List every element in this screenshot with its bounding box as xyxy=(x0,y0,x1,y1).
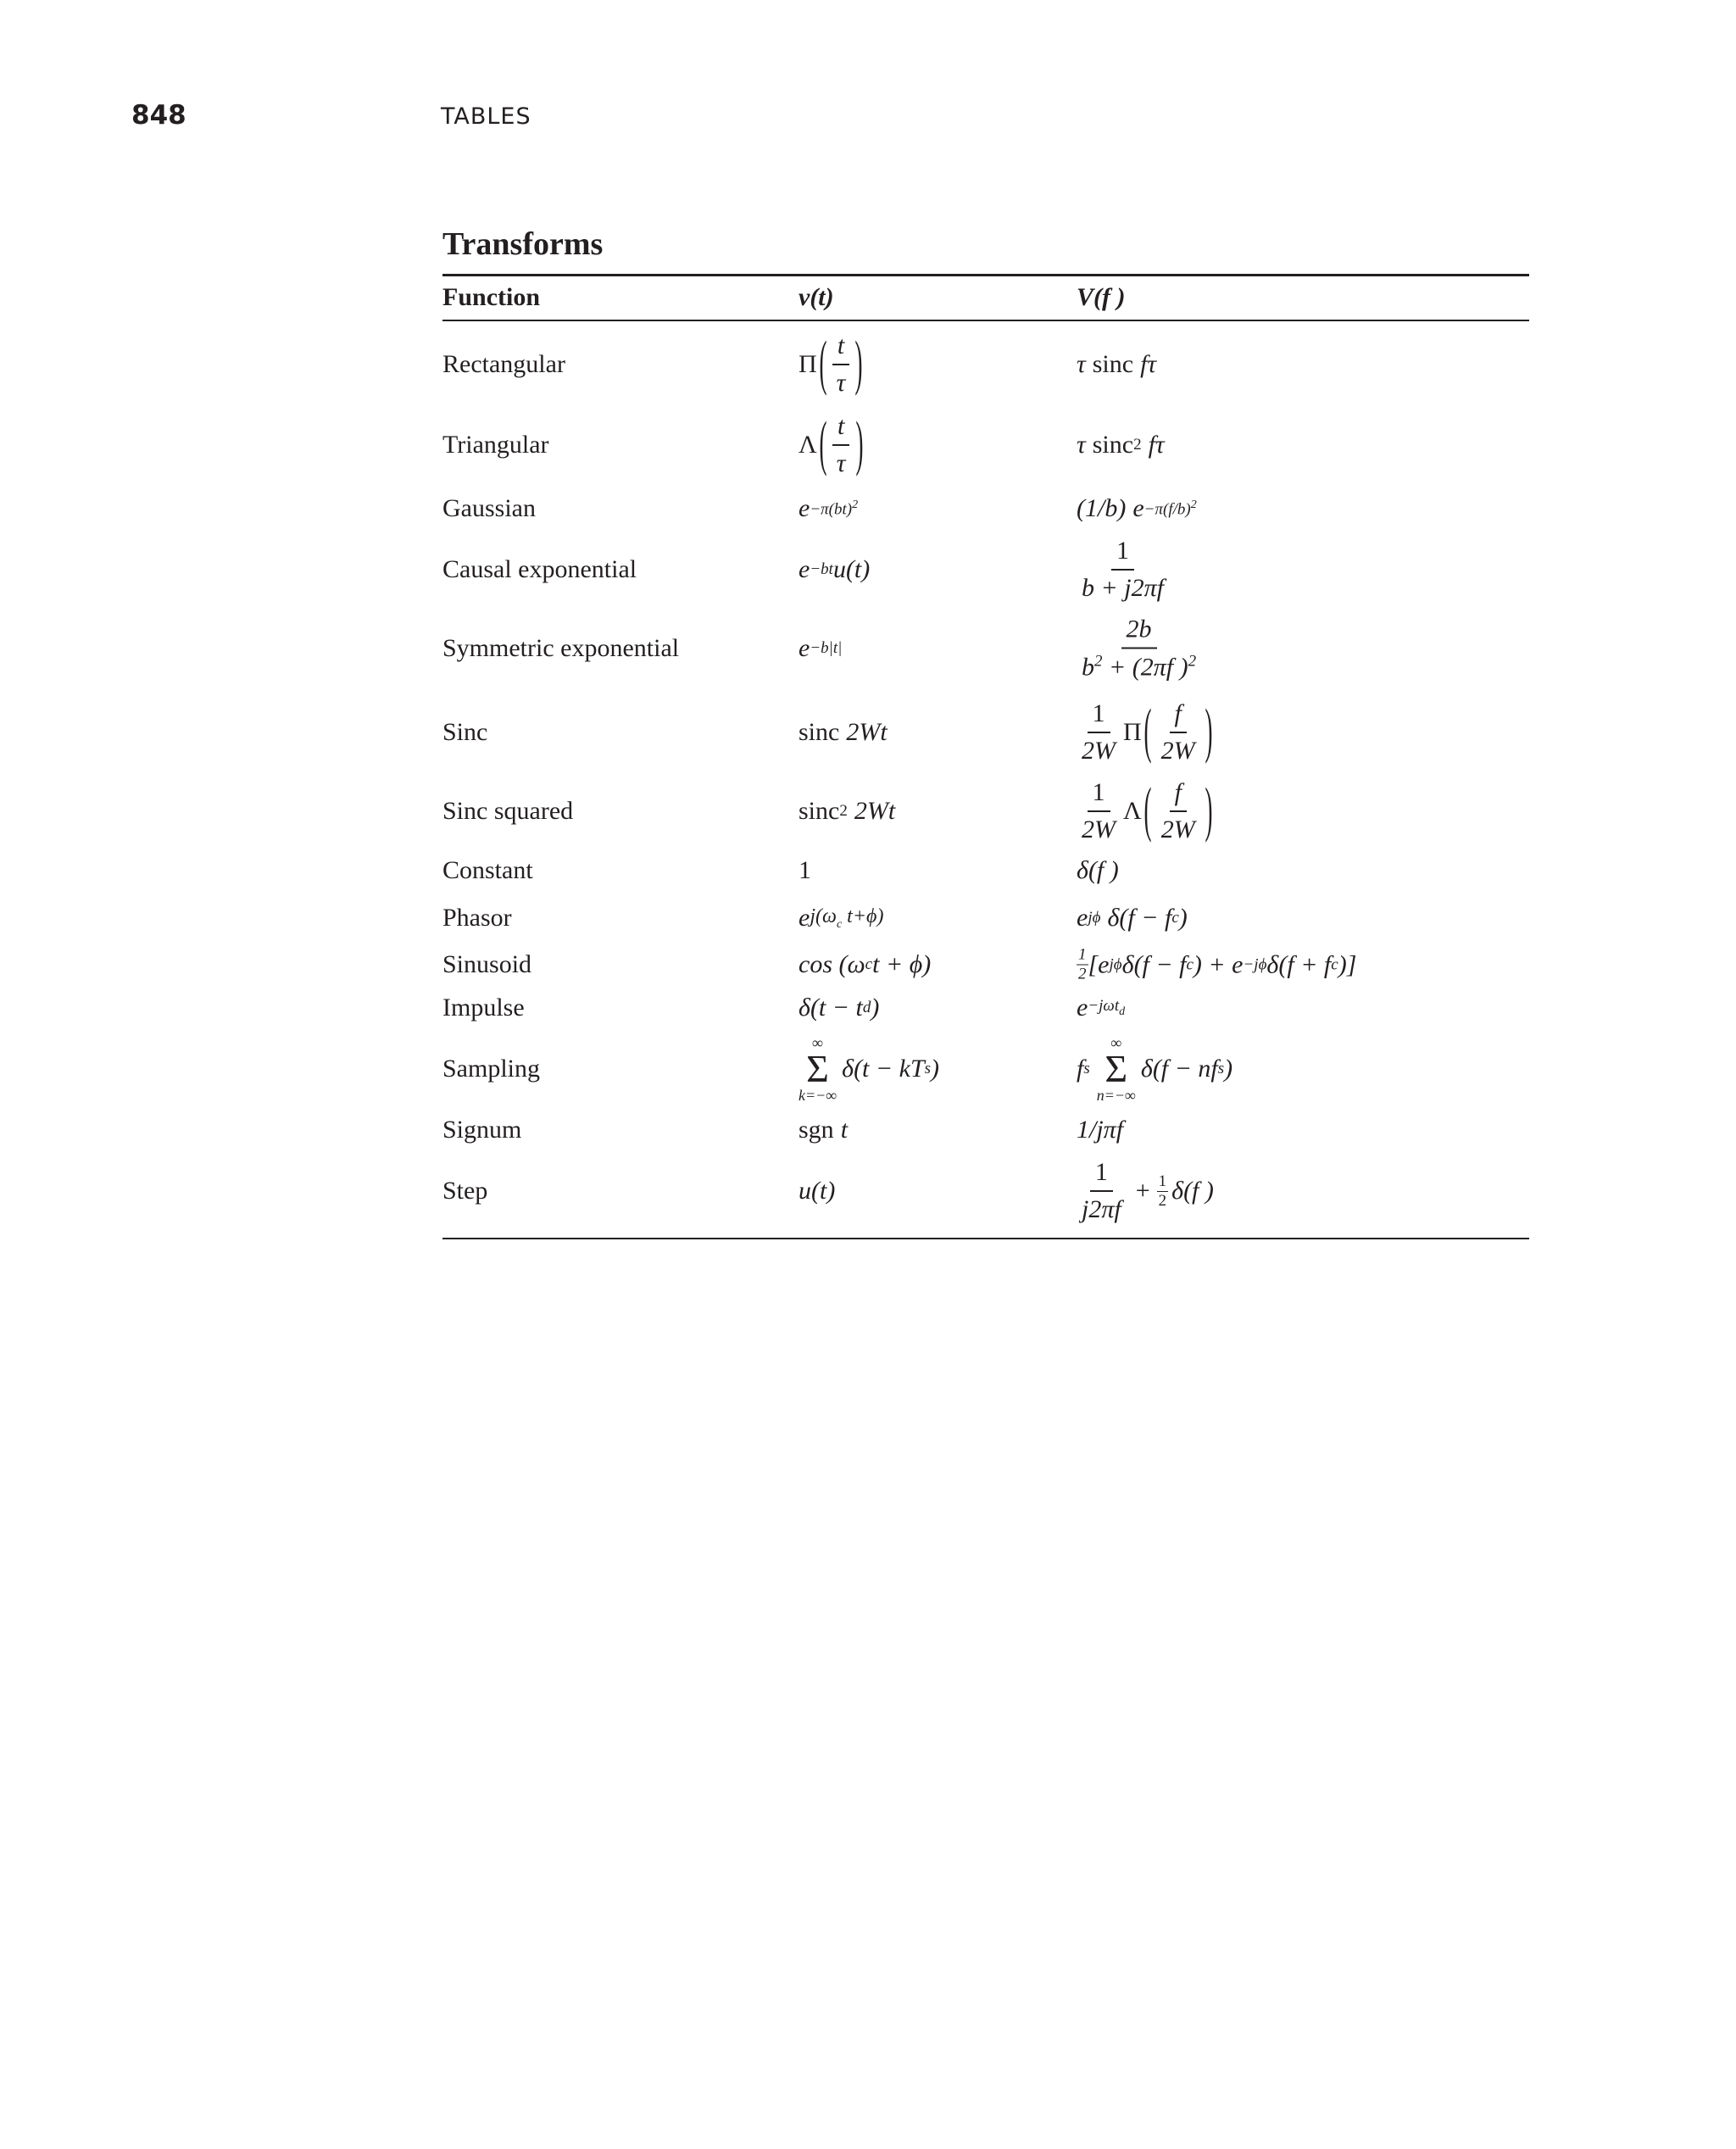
top-rule xyxy=(442,274,1529,276)
paren: ( xyxy=(1143,698,1152,766)
math-term: ) xyxy=(931,1055,940,1083)
plus-sign: + xyxy=(1135,1177,1150,1205)
function-name: Impulse xyxy=(442,994,525,1022)
math-term: δ(f − f xyxy=(1107,904,1172,932)
math-term: e xyxy=(1077,904,1088,932)
superscript: 2 xyxy=(1094,652,1103,671)
numerator: 1 xyxy=(1088,699,1110,733)
function-name: Sinc xyxy=(442,718,488,746)
time-expression xyxy=(798,1035,939,1103)
time-expression xyxy=(798,1116,848,1144)
numerator: 1 xyxy=(1088,778,1110,812)
half-fraction xyxy=(1077,946,1088,984)
denominator xyxy=(1077,649,1201,682)
subscript: c xyxy=(1186,955,1194,973)
function-name: Causal exponential xyxy=(442,555,637,583)
denominator: b + j2πf xyxy=(1082,574,1164,602)
fraction xyxy=(832,331,851,398)
function-name: Phasor xyxy=(442,904,512,932)
upper-limit: ∞ xyxy=(1110,1034,1122,1051)
math-term: cos (ω xyxy=(798,950,865,978)
function-name: Sinusoid xyxy=(442,950,532,978)
denominator: τ xyxy=(836,449,846,477)
math-term: e xyxy=(798,634,810,662)
subscript: s xyxy=(1083,1060,1090,1077)
frequency-expression xyxy=(1077,537,1171,603)
superscript: jϕ xyxy=(1088,909,1101,927)
math-term: sinc xyxy=(798,797,840,825)
frequency-expression xyxy=(1077,778,1215,844)
exponent: −bt xyxy=(810,560,833,578)
superscript: jϕ xyxy=(1109,955,1122,973)
math-term: δ(f − nf xyxy=(1140,1055,1218,1083)
math-term: [e xyxy=(1088,950,1110,978)
subscript: s xyxy=(1217,1060,1225,1077)
math-term: Λ xyxy=(1123,797,1142,825)
frequency-expression xyxy=(1077,615,1204,682)
frequency-expression xyxy=(1077,699,1215,766)
function-name: Signum xyxy=(442,1116,522,1144)
math-term: 2Wt xyxy=(854,797,896,825)
subscript: d xyxy=(862,999,871,1016)
math-term: δ(f ) xyxy=(1171,1177,1214,1205)
math-term: fτ xyxy=(1140,350,1157,378)
math-term: e xyxy=(1077,994,1088,1022)
exponent xyxy=(1144,498,1197,519)
denominator: τ xyxy=(836,369,846,397)
math-term: fτ xyxy=(1148,431,1165,459)
frequency-expression: δ(f ) xyxy=(1077,856,1119,884)
function-name: Triangular xyxy=(442,431,549,459)
time-expression xyxy=(798,555,870,584)
superscript: 2 xyxy=(1133,436,1142,454)
math-term: t + ϕ) xyxy=(872,950,932,978)
time-expression: 1 xyxy=(798,856,811,884)
paren: ) xyxy=(855,410,864,478)
frequency-expression xyxy=(1077,1035,1232,1103)
denominator: 2W xyxy=(1082,816,1116,843)
paren: ) xyxy=(1205,777,1213,844)
time-expression xyxy=(798,412,865,478)
math-term: Π xyxy=(1123,718,1142,746)
math-term: e xyxy=(798,494,810,522)
frequency-expression xyxy=(1077,946,1356,984)
numerator: 1 xyxy=(1078,945,1087,964)
numerator: 1 xyxy=(1111,537,1134,571)
bottom-rule xyxy=(442,1238,1529,1239)
math-term: sinc xyxy=(1092,431,1134,459)
header-V-of-f: V(f ) xyxy=(1077,283,1126,311)
subscript: c xyxy=(865,955,873,973)
math-term: e xyxy=(798,555,810,583)
superscript: 2 xyxy=(839,802,848,820)
frequency-expression xyxy=(1077,904,1188,933)
function-name: Sampling xyxy=(442,1055,541,1083)
exponent xyxy=(810,905,883,932)
header-v-of-t: v(t) xyxy=(798,283,834,311)
time-expression xyxy=(798,494,858,523)
frequency-expression: 1/jπf xyxy=(1077,1116,1124,1144)
superscript: −jϕ xyxy=(1243,955,1267,973)
math-term: δ(f − f xyxy=(1121,950,1187,978)
subscript: d xyxy=(1119,1005,1126,1018)
exponent: −b|t| xyxy=(810,639,843,657)
page-number: 848 xyxy=(131,100,186,131)
paren: ) xyxy=(1205,698,1213,766)
numerator: t xyxy=(832,331,849,365)
math-term: )] xyxy=(1338,950,1357,978)
numerator: f xyxy=(1170,778,1187,812)
math-term: sinc xyxy=(798,718,840,746)
table-title: Transforms xyxy=(442,226,604,262)
math-term: f xyxy=(1077,1055,1084,1083)
function-name: Constant xyxy=(442,856,533,884)
header-function: Function xyxy=(442,283,541,311)
lower-limit: n=−∞ xyxy=(1096,1087,1136,1104)
exponent xyxy=(810,498,858,519)
frequency-expression xyxy=(1077,1158,1214,1224)
fraction xyxy=(1156,778,1200,844)
summation xyxy=(798,1035,837,1103)
paren: ( xyxy=(819,410,827,478)
numerator: 1 xyxy=(1090,1158,1113,1192)
numerator: t xyxy=(832,412,849,446)
upper-limit: ∞ xyxy=(812,1034,823,1051)
running-head: TABLES xyxy=(441,103,531,130)
time-expression xyxy=(798,331,865,398)
math-term: τ xyxy=(1077,350,1086,378)
math-term: + (2πf ) xyxy=(1102,653,1188,682)
math-term: u(t) xyxy=(832,555,871,583)
exponent xyxy=(1088,997,1125,1019)
time-expression xyxy=(798,634,842,663)
math-term: δ(f + f xyxy=(1266,950,1332,978)
superscript: 2 xyxy=(1190,498,1197,511)
denominator: 2 xyxy=(1078,965,1087,983)
superscript: 2 xyxy=(1188,652,1197,671)
numerator: 1 xyxy=(1158,1172,1167,1190)
numerator: f xyxy=(1170,699,1187,733)
frequency-expression xyxy=(1077,494,1197,523)
subscript: c xyxy=(836,917,843,931)
exponent-text: −jωt xyxy=(1088,997,1120,1016)
half-fraction xyxy=(1157,1172,1169,1211)
fraction xyxy=(1077,778,1121,844)
paren: ( xyxy=(1143,777,1152,844)
sigma-symbol: Σ xyxy=(1104,1047,1128,1090)
fraction xyxy=(1077,537,1169,603)
math-term: Π xyxy=(798,350,817,378)
math-term: sgn xyxy=(798,1116,834,1144)
math-term: sinc xyxy=(1092,350,1134,378)
exponent-text: j(ω xyxy=(810,905,837,927)
function-name: Rectangular xyxy=(442,350,565,378)
math-term: δ(t − t xyxy=(798,994,863,1022)
sigma-symbol: Σ xyxy=(806,1047,829,1090)
denominator: j2πf xyxy=(1082,1195,1121,1223)
math-term: e xyxy=(1132,494,1144,522)
fraction xyxy=(1077,615,1201,682)
paren: ( xyxy=(819,330,827,398)
subscript: s xyxy=(924,1060,932,1077)
math-term: (1/b) xyxy=(1077,494,1127,522)
math-term: Λ xyxy=(798,431,817,459)
denominator: 2W xyxy=(1082,737,1116,765)
function-name: Symmetric exponential xyxy=(442,634,680,662)
frequency-expression xyxy=(1077,350,1156,379)
math-term: ) xyxy=(1224,1055,1233,1083)
time-expression xyxy=(798,718,887,747)
superscript: 2 xyxy=(852,498,859,511)
time-expression xyxy=(798,797,895,826)
denominator: 2W xyxy=(1160,816,1195,843)
fraction xyxy=(1156,699,1200,766)
numerator: 2b xyxy=(1121,615,1157,649)
frequency-expression xyxy=(1077,431,1165,459)
math-term: ) xyxy=(1178,904,1188,932)
time-expression xyxy=(798,994,879,1022)
time-expression: u(t) xyxy=(798,1177,836,1205)
math-term: t xyxy=(840,1116,849,1144)
math-term: b xyxy=(1082,653,1094,682)
math-term: 2Wt xyxy=(846,718,887,746)
frequency-expression xyxy=(1077,994,1125,1022)
fraction xyxy=(832,412,851,478)
math-term: δ(t − kT xyxy=(842,1055,925,1083)
denominator: 2W xyxy=(1160,737,1195,765)
function-name: Sinc squared xyxy=(442,797,574,825)
time-expression xyxy=(798,904,883,933)
paren: ) xyxy=(854,330,863,398)
math-term: ) xyxy=(871,994,880,1022)
function-name: Gaussian xyxy=(442,494,536,522)
math-term: ) + e xyxy=(1193,950,1244,978)
subscript: c xyxy=(1171,909,1179,927)
subscript: c xyxy=(1331,955,1338,973)
exponent-text: −π(bt) xyxy=(810,500,853,519)
exponent-text: −π(f/b) xyxy=(1143,500,1191,519)
header-rule xyxy=(442,320,1529,321)
math-term: e xyxy=(798,904,810,932)
fraction xyxy=(1077,1158,1127,1224)
lower-limit: k=−∞ xyxy=(798,1087,837,1104)
time-expression xyxy=(798,950,931,979)
summation xyxy=(1097,1035,1136,1103)
function-name: Step xyxy=(442,1177,488,1205)
math-term: τ xyxy=(1077,431,1086,459)
denominator: 2 xyxy=(1158,1191,1167,1210)
fraction xyxy=(1077,699,1121,766)
exponent-text: t+ϕ) xyxy=(842,905,884,927)
